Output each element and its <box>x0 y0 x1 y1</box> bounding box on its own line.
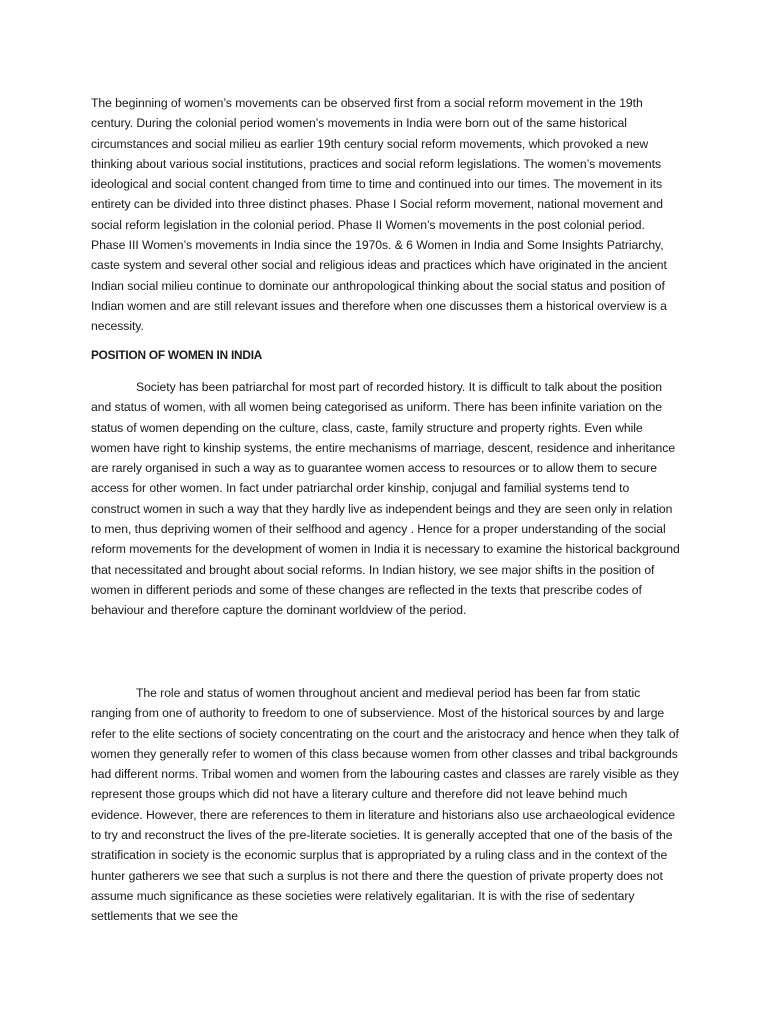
section-heading: POSITION OF WOMEN IN INDIA <box>91 348 263 362</box>
body-paragraph-role-and-status: The role and status of women throughout ancient and medieval period has been far from static ranging from one of authority to freedom to one of subservience. Most of the historical sources by and large refer to the elite sections of society concentrating on the court and the aristocracy and hence when they talk of women they generally refer to women of this class because women from other classes and tribal backgrounds had different norms. Tribal women and women from the labouring castes and classes are rarely visible as they represent those groups which did not have a literary culture and therefore did not leave behind much evidence. However, there are references to them in literature and historians also use archaeological evidence to try and reconstruct the lives of the pre-literate societies. It is generally accepted that one of the basis of the stratification in society is the economic surplus that is appropriated by a ruling class and in the context of the hunter gatherers we see that such a surplus is not there and there the question of private property does not assume much significance as these societies were relatively egalitarian. It is with the rise of sedentary settlements that we see the <box>91 686 679 924</box>
body-paragraph-patriarchy: Society has been patriarchal for most part of recorded history. It is difficult to talk about the position and status of women, with all women being categorised as uniform. There has been infinite variation on the status of women depending on the culture, class, caste, family structure and property rights. Even while women have right to kinship systems, the entire mechanisms of marriage, descent, residence and inheritance are rarely organised in such a way as to guarantee women access to resources or to allow them to secure access for other women. In fact under patriarchal order kinship, conjugal and familial systems tend to construct women in such a way that they hardly live as independent beings and they are seen only in relation to men, thus depriving women of their selfhood and agency . Hence for a proper understanding of the social reform movements for the development of women in India it is necessary to examine the historical background that necessitated and brought about social reforms. In Indian history, we see major shifts in the position of women in different periods and some of these changes are reflected in the texts that prescribe codes of behaviour and therefore capture the dominant worldview of the period. <box>91 380 680 618</box>
intro-paragraph: The beginning of women’s movements can be observed first from a social reform movement in the 19th century. During the colonial period women’s movements in India were born out of the same historical circumstances and social milieu as earlier 19th century social reform movements, which provoked a new thinking about various social institutions, practices and social reform legislations. The women’s movements ideological and social content changed from time to time and continued into our times. The movement in its entirety can be divided into three distinct phases. Phase I Social reform movement, national movement and social reform legislation in the colonial period. Phase II Women’s movements in the post colonial period. Phase III Women’s movements in India since the 1970s. & 6 Women in India and Some Insights Patriarchy, caste system and several other social and religious ideas and practices which have originated in the ancient Indian social milieu continue to dominate our anthropological thinking about the social status and position of Indian women and are still relevant issues and therefore when one discusses them a historical overview is a necessity. <box>91 96 667 334</box>
